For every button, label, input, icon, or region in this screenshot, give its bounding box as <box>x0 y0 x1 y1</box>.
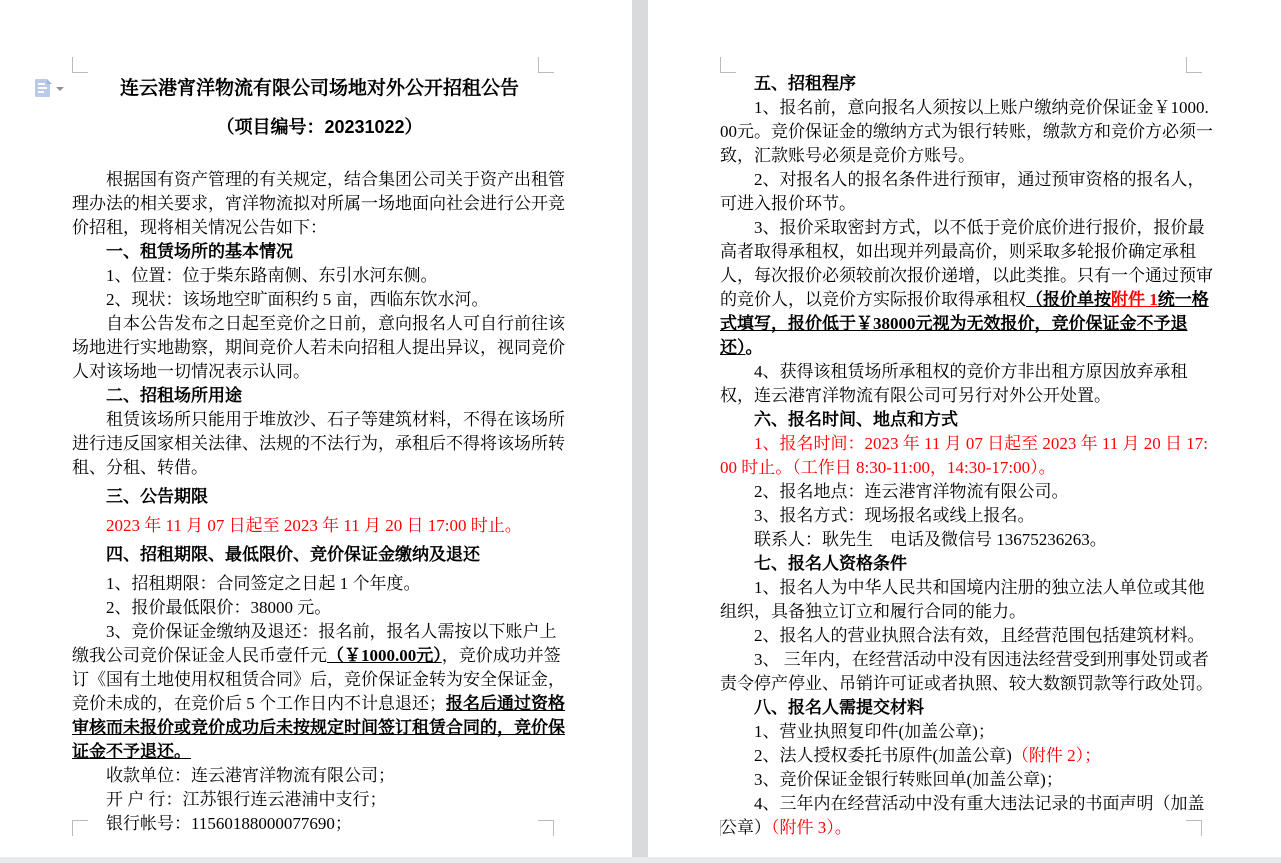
text-run: （￥1000.00元） <box>327 646 442 665</box>
text-run: 银行帐号：11560188000077690； <box>106 814 352 833</box>
section-heading <box>72 543 567 567</box>
margin-corner-mark <box>1186 57 1202 73</box>
paragraph <box>72 514 567 538</box>
paragraph <box>72 812 567 836</box>
section-heading <box>72 240 567 264</box>
paragraph <box>720 480 1215 504</box>
text-run: 3、竞价保证金缴纳及退还：报名前，报名人需按以下账户上缴我公司竞价保证金人民币壹仟元 <box>72 622 557 665</box>
text-run: 收款单位：连云港宵洋物流有限公司； <box>106 766 395 785</box>
highlighted-text-run: 2023 年 11 月 07 日起至 2023 年 11 月 20 日 17:00 时止。 <box>106 516 522 535</box>
text-run: 3、报名方式：现场报名或线上报名。 <box>754 506 1035 525</box>
paragraph <box>72 408 567 480</box>
section-heading <box>720 72 1215 96</box>
page-1-content <box>72 74 567 836</box>
margin-corner-mark <box>72 57 88 73</box>
paragraph <box>720 744 1215 768</box>
text-run: 自本公告发布之日起至竞价之日前，意向报名人可自行前往该场地进行实地勘察，期间竞价人若未向招租人提出异议，视同竞价人对该场地一切情况表示认同。 <box>72 314 565 381</box>
paragraph <box>720 768 1215 792</box>
paste-options-icon[interactable] <box>35 79 67 99</box>
text-run: 2、报名人的营业执照合法有效，且经营范围包括建筑材料。 <box>754 626 1205 645</box>
paragraph <box>72 620 567 764</box>
text-run: 二、招租场所用途 <box>106 386 242 405</box>
page-gap <box>632 0 648 857</box>
paragraph <box>720 576 1215 624</box>
text-run: 统一格式填写，报价低于￥38000元视为无效报价，竞价保证金不予退还） <box>720 290 1209 357</box>
paragraph <box>72 788 567 812</box>
section-heading <box>72 384 567 408</box>
highlighted-text-run: 1、报名时间：2023 年 11 月 07 日起至 2023 年 11 月 20 日 17:00 时止。（工作日 8:30-11:00，14:30-17:00）。 <box>720 434 1208 477</box>
text-run: 1、报名人为中华人民共和国境内注册的独立法人单位或其他组织，具备独立订立和履行合同的能力。 <box>720 578 1205 621</box>
text-run: 1、位置：位于柴东路南侧、东引水河东侧。 <box>106 266 438 285</box>
section-heading <box>720 696 1215 720</box>
text-run: 七、报名人资格条件 <box>754 554 907 573</box>
document-title <box>72 74 567 104</box>
document-subtitle <box>72 112 567 142</box>
text-run: 1、营业执照复印件(加盖公章)； <box>754 722 995 741</box>
text-run: 3、 三年内，在经营活动中没有因违法经营受到刑事处罚或者责令停产停业、吊销许可证或者执照、较大数额罚款等行政处罚。 <box>720 650 1213 693</box>
paragraph <box>720 504 1215 528</box>
text-run: 连云港宵洋物流有限公司场地对外公开招租公告 <box>119 78 519 99</box>
text-run: 一、租赁场所的基本情况 <box>106 242 293 261</box>
text-run: 4、获得该租赁场所承租权的竞价方非出租方原因放弃承租权，连云港宵洋物流有限公司可另行对外公开处置。 <box>720 362 1188 405</box>
text-run: 2、现状：该场地空旷面积约 5 亩，西临东饮水河。 <box>106 290 489 309</box>
section-heading <box>720 552 1215 576</box>
text-run: 根据国有资产管理的有关规定，结合集团公司关于资产出租管理办法的相关要求，宵洋物流拟对所属一场地面向社会进行公开竞价招租，现将相关情况公告如下： <box>72 170 565 237</box>
text-run: 。 <box>745 338 763 357</box>
text-run: ，竞价成功并签订《国有土地使用权租赁合同》后，竞价保证金转为安全保证金，竞价未成的，在竞价后 5 个工作日内不计息退还； <box>72 646 565 713</box>
highlighted-text-run: （附件 3）。 <box>771 818 852 837</box>
highlighted-text-run: 附件 1 <box>1111 290 1158 309</box>
document-page-2[interactable] <box>648 0 1281 857</box>
text-run: （项目编号：20231022） <box>216 117 423 137</box>
text-run: 2、法人授权委托书原件(加盖公章) <box>754 746 1012 765</box>
text-run: 1、报名前，意向报名人须按以上账户缴纳竞价保证金￥1000.00元。竞价保证金的缴纳方式为银行转账，缴款方和竞价方必须一致，汇款账号必须是竞价方账号。 <box>720 98 1213 165</box>
text-run: 2、对报名人的报名条件进行预审，通过预审资格的报名人，可进入报价环节。 <box>720 170 1205 213</box>
paragraph <box>720 720 1215 744</box>
chevron-down-icon <box>56 87 64 91</box>
text-run: 2、报名地点：连云港宵洋物流有限公司。 <box>754 482 1069 501</box>
highlighted-text-run: （附件 2）； <box>1011 746 1102 765</box>
paragraph <box>720 216 1215 360</box>
paragraph <box>720 96 1215 168</box>
paragraph <box>720 168 1215 216</box>
paragraph <box>720 648 1215 696</box>
section-heading <box>72 485 567 509</box>
paragraph <box>720 432 1215 480</box>
text-run: 租赁该场所只能用于堆放沙、石子等建筑材料，不得在该场所进行违反国家相关法律、法规的不法行为，承租后不得将该场所转租、分租、转借。 <box>72 410 565 477</box>
text-run: 四、招租期限、最低限价、竞价保证金缴纳及退还 <box>106 545 480 564</box>
text-run: 1、招租期限：合同签定之日起 1 个年度。 <box>106 574 421 593</box>
paragraph <box>72 168 567 240</box>
text-run: 3、报价采取密封方式，以不低于竞价底价进行报价，报价最高者取得承租权，如出现并列最高价，则采取多轮报价确定承租人，每次报价必须较前次报价递增，以此类推。只有一个通过预审的竞价人，以竞价方实际报价取得承租权 <box>720 218 1213 309</box>
text-run: 开 户 行：江苏银行连云港浦中支行； <box>106 790 387 809</box>
paragraph <box>72 312 567 384</box>
paragraph <box>72 264 567 288</box>
paragraph <box>720 528 1215 552</box>
margin-corner-mark <box>538 57 554 73</box>
text-run: 三、公告期限 <box>106 487 208 506</box>
text-run: 3、竞价保证金银行转账回单(加盖公章)； <box>754 770 1063 789</box>
text-run: 五、招租程序 <box>754 74 856 93</box>
document-page-1[interactable] <box>0 0 632 857</box>
paragraph <box>720 624 1215 648</box>
paragraph <box>72 572 567 596</box>
text-run: 2、报价最低限价：38000 元。 <box>106 598 332 617</box>
text-run: 八、报名人需提交材料 <box>754 698 924 717</box>
text-run: 4、三年内在经营活动中没有重大违法记录的书面声明（加盖公章） <box>720 794 1205 837</box>
text-run: 六、报名时间、地点和方式 <box>754 410 958 429</box>
document-glyph-icon <box>35 79 50 97</box>
margin-corner-mark <box>720 57 736 73</box>
text-run: （报价单按 <box>1026 290 1111 309</box>
page-2-content <box>720 72 1215 840</box>
text-run: 报名后通过资格审核而未报价或竞价成功后未按规定时间签订租赁合同的，竞价保证金不予退还。 <box>72 694 565 761</box>
paragraph <box>72 288 567 312</box>
section-heading <box>720 408 1215 432</box>
paragraph <box>720 792 1215 840</box>
text-run: 联系人：耿先生 电话及微信号 13675236263。 <box>754 530 1107 549</box>
paragraph <box>72 764 567 788</box>
paragraph <box>72 596 567 620</box>
paragraph <box>720 360 1215 408</box>
